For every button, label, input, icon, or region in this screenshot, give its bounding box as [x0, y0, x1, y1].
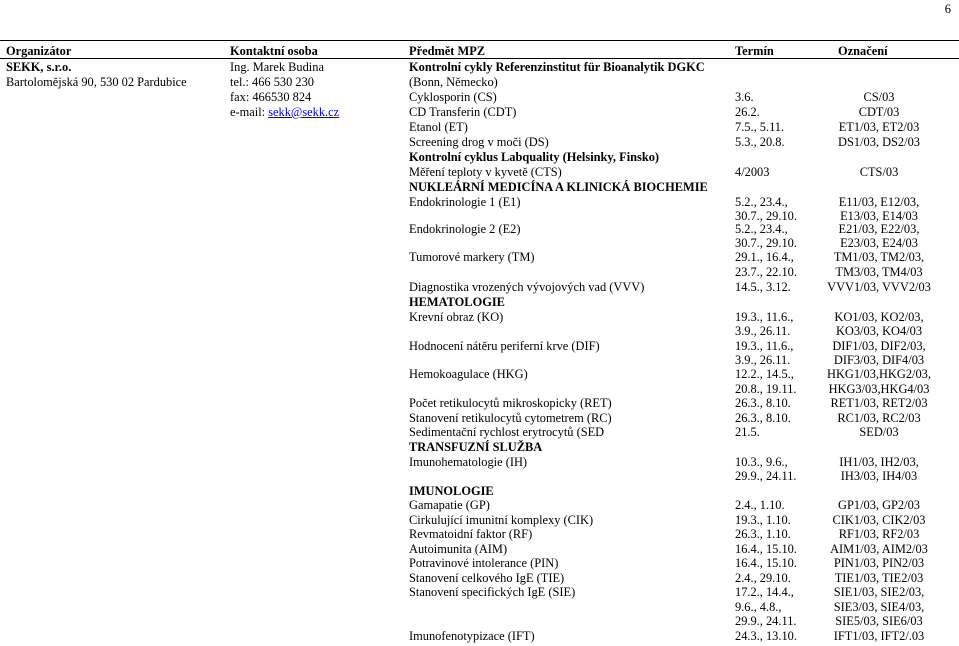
- term: 16.4., 15.10.: [735, 542, 797, 556]
- term: 19.3., 11.6.,: [735, 339, 794, 353]
- term: 14.5., 3.12.: [735, 280, 791, 294]
- subject-line: CD Transferin (CDT): [409, 105, 517, 119]
- term: 9.6., 4.8.,: [735, 600, 782, 614]
- subject-line: Endokrinologie 1 (E1): [409, 195, 521, 209]
- header-term: Termín: [735, 44, 774, 58]
- header-subject: Předmět MPZ: [409, 44, 486, 58]
- term: 19.3., 1.10.: [735, 513, 791, 527]
- code: VVV1/03, VVV2/03: [827, 280, 931, 294]
- code: TIE1/03, TIE2/03: [834, 571, 924, 585]
- subject-line: Hemokoagulace (HKG): [409, 367, 528, 381]
- section-dgkc: Kontrolní cykly Referenzinstitut für Bioanalytik DGKC: [409, 60, 705, 74]
- term: 24.3., 13.10.: [735, 629, 797, 643]
- subject-line: (Bonn, Německo): [409, 75, 498, 89]
- code: E23/03, E24/03: [840, 236, 918, 250]
- code: GP1/03, GP2/03: [838, 498, 920, 512]
- code: ET1/03, ET2/03: [838, 120, 920, 134]
- subject-line: Gamapatie (GP): [409, 498, 490, 512]
- code: KO1/03, KO2/03,: [834, 310, 924, 324]
- code: PIN1/03, PIN2/03: [833, 556, 925, 570]
- section-nuclear: NUKLEÁRNÍ MEDICÍNA A KLINICKÁ BIOCHEMIE: [409, 180, 708, 194]
- subject-line: Cyklosporin (CS): [409, 90, 497, 104]
- code: CS/03: [863, 90, 895, 104]
- header-code: Označení: [838, 44, 888, 58]
- subject-line: Sedimentační rychlost erytrocytů (SED: [409, 425, 605, 439]
- organizer-name: SEKK, s.r.o.: [6, 60, 72, 74]
- code: IFT1/03, IFT2/.03: [833, 629, 925, 643]
- term: 26.2.: [735, 105, 760, 119]
- subject-line: Krevní obraz (KO): [409, 310, 504, 324]
- term: 26.3., 1.10.: [735, 527, 791, 541]
- term: 30.7., 29.10.: [735, 209, 797, 223]
- term: 20.8., 19.11.: [735, 382, 797, 396]
- contact-fax: fax: 466530 824: [230, 90, 312, 104]
- code: HKG3/03,HKG4/03: [828, 382, 930, 396]
- term: 29.9., 24.11.: [735, 469, 797, 483]
- term: 4/2003: [735, 165, 770, 179]
- term: 19.3., 11.6.,: [735, 310, 794, 324]
- subject-line: Počet retikulocytů mikroskopicky (RET): [409, 396, 612, 410]
- code: SED/03: [859, 425, 899, 439]
- term: 29.9., 24.11.: [735, 614, 797, 628]
- code: SIE1/03, SIE2/03,: [833, 585, 925, 599]
- term: 3.9., 26.11.: [735, 324, 791, 338]
- page-number: 6: [944, 2, 951, 16]
- term: 2.4., 29.10.: [735, 571, 791, 585]
- term: 5.2., 23.4.,: [735, 222, 788, 236]
- term: 3.6.: [735, 90, 754, 104]
- section-labquality: Kontrolní cyklus Labquality (Helsinky, Finsko): [409, 150, 660, 164]
- subject-line: Imunohematologie (IH): [409, 455, 528, 469]
- subject-line: Revmatoidní faktor (RF): [409, 527, 533, 541]
- code: DIF3/03, DIF4/03: [833, 353, 925, 367]
- contact-name: Ing. Marek Budina: [230, 60, 324, 74]
- code: CTS/03: [859, 165, 899, 179]
- subject-line: Stanovení celkového IgE (TIE): [409, 571, 565, 585]
- term: 5.3., 20.8.: [735, 135, 785, 149]
- subject-line: Diagnostika vrozených vývojových vad (VVV): [409, 280, 645, 294]
- code: RET1/03, RET2/03: [830, 396, 928, 410]
- code: E11/03, E12/03,: [838, 195, 920, 209]
- section-hematology: HEMATOLOGIE: [409, 295, 505, 309]
- subject-line: Tumorové markery (TM): [409, 250, 535, 264]
- term: 26.3., 8.10.: [735, 396, 791, 410]
- term: 10.3., 9.6.,: [735, 455, 788, 469]
- code: TM3/03, TM4/03: [835, 265, 923, 279]
- section-transfusion: TRANSFUZNÍ SLUŽBA: [409, 440, 543, 454]
- header-organizer: Organizátor: [6, 44, 72, 58]
- term: 3.9., 26.11.: [735, 353, 791, 367]
- code: HKG1/03,HKG2/03,: [827, 367, 931, 381]
- contact-email: [230, 105, 339, 119]
- subject-line: Potravinové intolerance (PIN): [409, 556, 559, 570]
- code: IH3/03, IH4/03: [840, 469, 918, 483]
- email-link[interactable]: sekk@sekk.cz: [268, 105, 340, 119]
- subject-line: Měření teploty v kyvetě (CTS): [409, 165, 562, 179]
- code: RC1/03, RC2/03: [837, 411, 921, 425]
- code: DIF1/03, DIF2/03,: [832, 339, 926, 353]
- code: SIE5/03, SIE6/03: [835, 614, 923, 628]
- code: E13/03, E14/03: [840, 209, 918, 223]
- code: CIK1/03, CIK2/03: [832, 513, 926, 527]
- header-contact: Kontaktní osoba: [230, 44, 318, 58]
- code: KO3/03, KO4/03: [835, 324, 923, 338]
- subject-line: Cirkulující imunitní komplexy (CIK): [409, 513, 594, 527]
- term: 26.3., 8.10.: [735, 411, 791, 425]
- subject-line: Endokrinologie 2 (E2): [409, 222, 521, 236]
- code: IH1/03, IH2/03,: [839, 455, 919, 469]
- top-rule: [0, 40, 959, 41]
- code: TM1/03, TM2/03,: [833, 250, 925, 264]
- term: 5.2., 23.4.,: [735, 195, 788, 209]
- term: 7.5., 5.11.: [735, 120, 785, 134]
- email-label: e-mail:: [230, 105, 269, 119]
- term: 17.2., 14.4.,: [735, 585, 794, 599]
- term: 29.1., 16.4.,: [735, 250, 794, 264]
- section-immunology: IMUNOLOGIE: [409, 484, 494, 498]
- code: E21/03, E22/03,: [838, 222, 920, 236]
- code: SIE3/03, SIE4/03,: [833, 600, 925, 614]
- term: 21.5.: [735, 425, 760, 439]
- subject-line: Stanovení specifických IgE (SIE): [409, 585, 576, 599]
- subject-line: Screening drog v moči (DS): [409, 135, 549, 149]
- subject-line: Hodnocení nátěru periferní krve (DIF): [409, 339, 600, 353]
- subject-line: Autoimunita (AIM): [409, 542, 508, 556]
- code: RF1/03, RF2/03: [838, 527, 920, 541]
- term: 2.4., 1.10.: [735, 498, 785, 512]
- term: 23.7., 22.10.: [735, 265, 797, 279]
- term: 16.4., 15.10.: [735, 556, 797, 570]
- subject-line: Imunofenotypizace (IFT): [409, 629, 535, 643]
- term: 12.2., 14.5.,: [735, 367, 794, 381]
- code: CDT/03: [858, 105, 900, 119]
- subject-line: Stanovení retikulocytů cytometrem (RC): [409, 411, 612, 425]
- code: DS1/03, DS2/03: [838, 135, 920, 149]
- term: 30.7., 29.10.: [735, 236, 797, 250]
- organizer-address: Bartolomějská 90, 530 02 Pardubice: [6, 75, 187, 89]
- subject-line: Etanol (ET): [409, 120, 468, 134]
- contact-tel: tel.: 466 530 230: [230, 75, 314, 89]
- code: AIM1/03, AIM2/03: [830, 542, 928, 556]
